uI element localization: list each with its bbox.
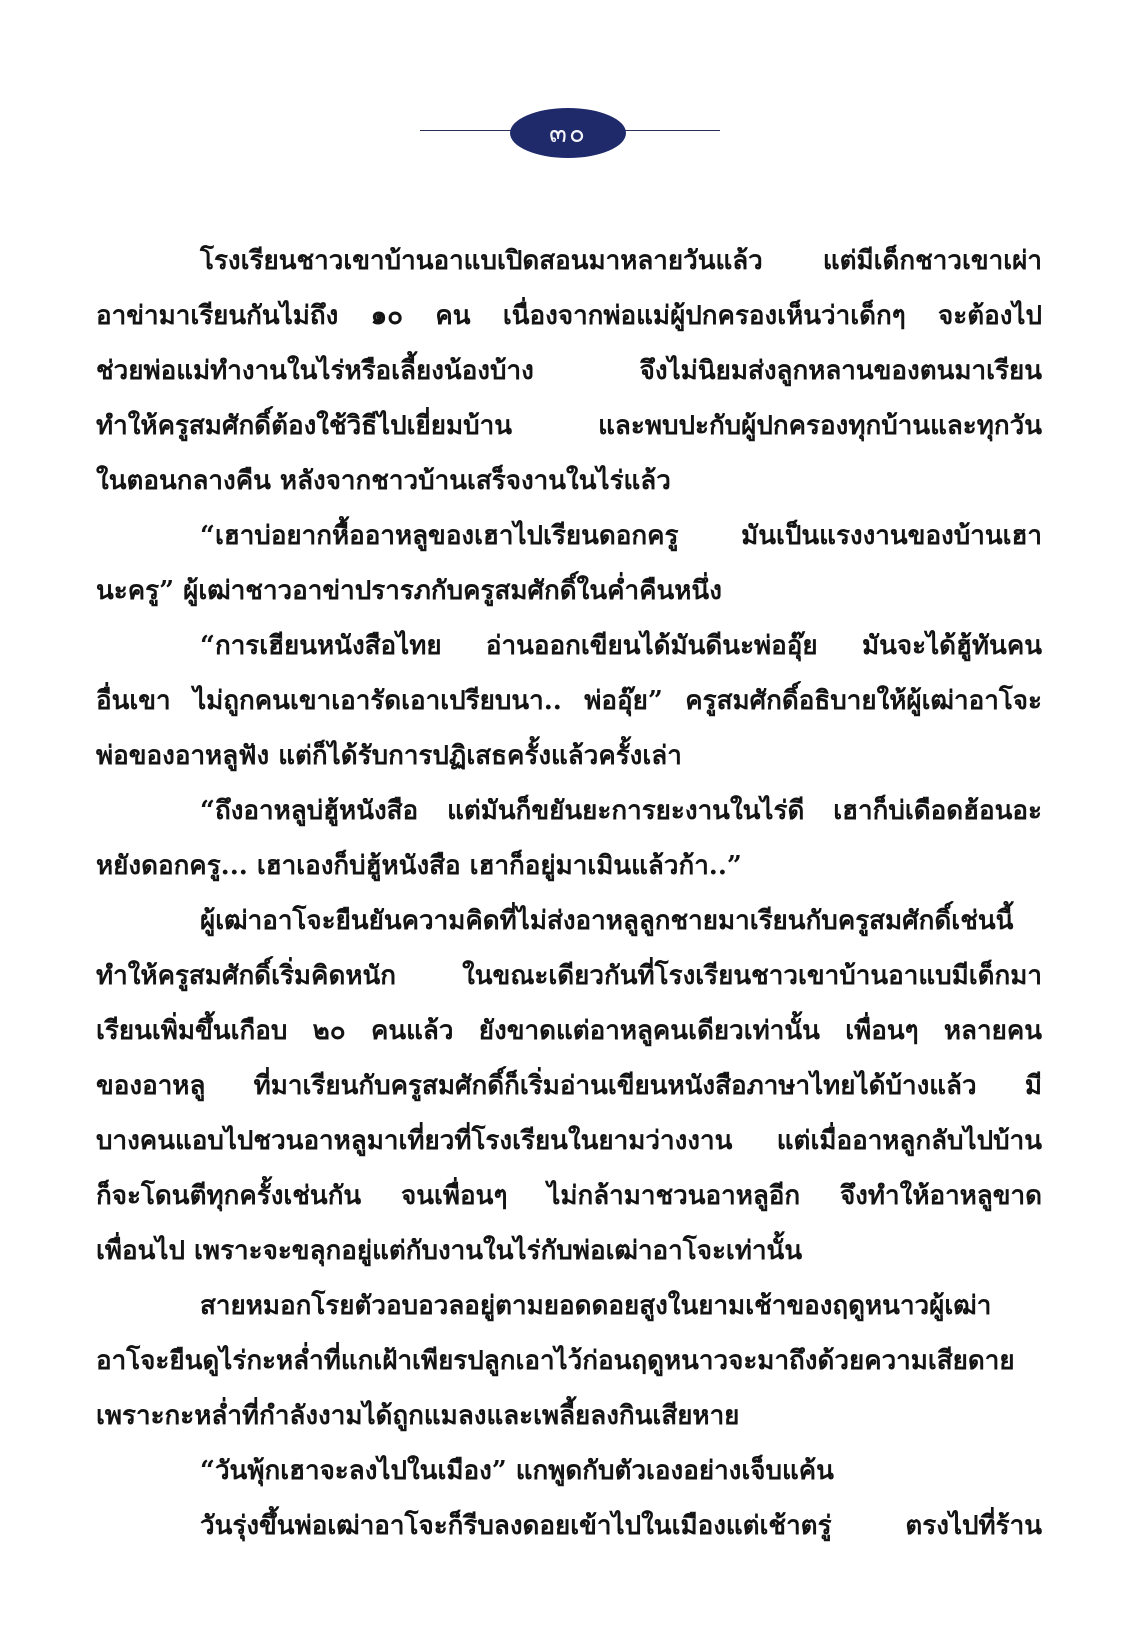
- text-line: อาข่ามาเรียนกันไม่ถึง ๑๐ คน เนื่องจากพ่อแม่ผู้ปกครองเห็นว่าเด็กๆ จะต้องไป: [96, 301, 1042, 331]
- page-number: ๓๐: [549, 118, 587, 149]
- text-line: นะครู” ผู้เฒ่าชาวอาข่าปรารภกับครูสมศักดิ์ในค่ำคืนหนึ่ง: [96, 576, 722, 606]
- text-line: “การเฮียนหนังสือไทย อ่านออกเขียนได้มันดีนะพ่ออุ๊ย มันจะได้ฮู้ทันคน: [200, 631, 1042, 661]
- text-line: ในตอนกลางคืน หลังจากชาวบ้านเสร็จงานในไร่แล้ว: [96, 466, 671, 496]
- text-line: ทำให้ครูสมศักดิ์ต้องใช้วิธีไปเยี่ยมบ้าน และพบปะกับผู้ปกครองทุกบ้านและทุกวัน: [96, 411, 1042, 441]
- text-line: เพื่อนไป เพราะจะขลุกอยู่แต่กับงานในไร่กับพ่อเฒ่าอาโจะเท่านั้น: [96, 1236, 803, 1266]
- text-line: ช่วยพ่อแม่ทำงานในไร่หรือเลี้ยงน้องบ้าง จึงไม่นิยมส่งลูกหลานของตนมาเรียน: [96, 356, 1042, 386]
- text-line: ก็จะโดนตีทุกครั้งเช่นกัน จนเพื่อนๆ ไม่กล้ามาชวนอาหลูอีก จึงทำให้อาหลูขาด: [96, 1181, 1042, 1211]
- text-line: ของอาหลู ที่มาเรียนกับครูสมศักดิ์ก็เริ่มอ่านเขียนหนังสือภาษาไทยได้บ้างแล้ว มี: [96, 1071, 1042, 1101]
- text-line: “วันพุ้กเฮาจะลงไปในเมือง” แกพูดกับตัวเองอย่างเจ็บแค้น: [200, 1456, 834, 1486]
- text-line: โรงเรียนชาวเขาบ้านอาแบเปิดสอนมาหลายวันแล้ว แต่มีเด็กชาวเขาเผ่า: [200, 246, 1042, 276]
- text-line: อาโจะยืนดูไร่กะหล่ำที่แกเฝ้าเพียรปลูกเอาไว้ก่อนฤดูหนาวจะมาถึงด้วยความเสียดาย: [96, 1346, 1015, 1376]
- text-line: บางคนแอบไปชวนอาหลูมาเที่ยวที่โรงเรียนในยามว่างงาน แต่เมื่ออาหลูกลับไปบ้าน: [96, 1126, 1042, 1156]
- text-line: ผู้เฒ่าอาโจะยืนยันความคิดที่ไม่ส่งอาหลูลูกชายมาเรียนกับครูสมศักดิ์เช่นนี้: [200, 906, 1014, 936]
- text-line: “เฮาบ่อยากหื้ออาหลูของเฮาไปเรียนดอกครู มันเป็นแรงงานของบ้านเฮา: [200, 521, 1042, 551]
- text-line: “ถึงอาหลูบ่ฮู้หนังสือ แต่มันก็ขยันยะการยะงานในไร่ดี เฮาก็บ่เดือดฮ้อนอะ: [200, 796, 1042, 826]
- text-line: เรียนเพิ่มขึ้นเกือบ ๒๐ คนแล้ว ยังขาดแต่อาหลูคนเดียวเท่านั้น เพื่อนๆ หลายคน: [96, 1016, 1042, 1046]
- text-line: วันรุ่งขึ้นพ่อเฒ่าอาโจะก็รีบลงดอยเข้าไปในเมืองแต่เช้าตรู่ ตรงไปที่ร้าน: [200, 1511, 1042, 1541]
- page-number-badge: [510, 108, 626, 158]
- text-line: เพราะกะหล่ำที่กำลังงามได้ถูกแมลงและเพลี้ยลงกินเสียหาย: [96, 1401, 740, 1431]
- text-line: อื่นเขา ไม่ถูกคนเขาเอารัดเอาเปรียบนา.. พ่ออุ๊ย” ครูสมศักดิ์อธิบายให้ผู้เฒ่าอาโจะ: [96, 686, 1042, 716]
- text-line: ทำให้ครูสมศักดิ์เริ่มคิดหนัก ในขณะเดียวกันที่โรงเรียนชาวเขาบ้านอาแบมีเด็กมา: [96, 961, 1042, 991]
- text-line: สายหมอกโรยตัวอบอวลอยู่ตามยอดดอยสูงในยามเช้าของฤดูหนาวผู้เฒ่า: [200, 1291, 992, 1321]
- text-line: หยังดอกครู... เฮาเองก็บ่ฮู้หนังสือ เฮาก็อยู่มาเมินแล้วก้า..”: [96, 851, 742, 881]
- text-line: พ่อของอาหลูฟัง แต่ก็ได้รับการปฏิเสธครั้งแล้วครั้งเล่า: [96, 741, 682, 771]
- body-text: [96, 234, 1042, 1554]
